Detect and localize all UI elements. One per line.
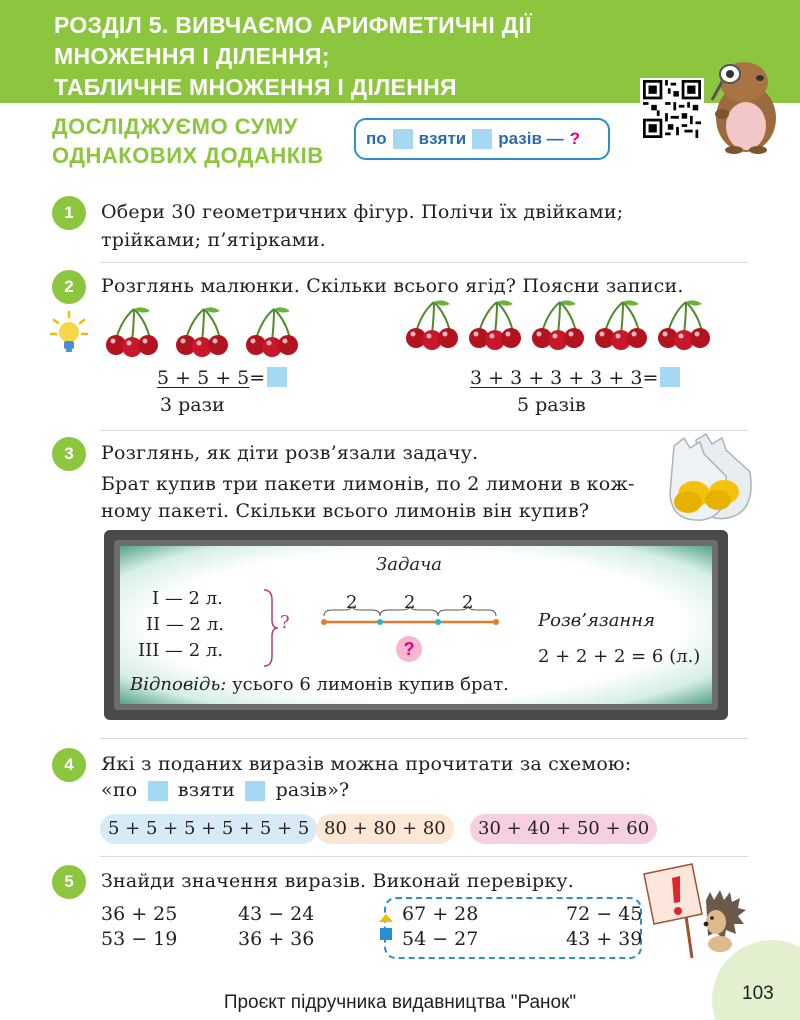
qr-code-icon[interactable] <box>640 78 704 140</box>
segment-label: 2 <box>346 592 358 613</box>
calc-expression: 36 + 36 <box>238 928 315 950</box>
expression-left <box>157 367 287 389</box>
scheme-vzyaty: взяти <box>177 779 236 801</box>
answer-square[interactable] <box>267 367 287 387</box>
blank-square <box>148 781 168 801</box>
cherries-icon <box>244 305 302 363</box>
page-number: 103 <box>742 983 774 1004</box>
cherries-icon <box>174 305 232 363</box>
answer-text: усього 6 лимонів купив брат. <box>232 674 509 695</box>
divider <box>100 430 748 431</box>
divider <box>100 856 748 857</box>
board-row: I — 2 л. <box>152 588 223 609</box>
hedgehog-icon <box>640 860 750 964</box>
task2-line: Розглянь малюнки. Скільки всього ягід? Поясни записи. <box>101 275 684 297</box>
capybara-mascot-icon <box>700 56 790 160</box>
cherries-icon <box>467 298 525 356</box>
task-number: 3 <box>52 437 86 471</box>
segment-label: 2 <box>462 592 474 613</box>
chalkboard <box>104 530 728 720</box>
task-number: 1 <box>52 196 86 230</box>
solution-expression: 2 + 2 + 2 = 6 (л.) <box>538 646 701 667</box>
chapter-title-line: МНОЖЕННЯ І ДІЛЕННЯ; <box>54 43 330 69</box>
formula-question-mark: ? <box>569 129 581 148</box>
lesson-subtitle <box>52 112 324 170</box>
calc-expression: 43 + 39 <box>566 928 643 950</box>
cherries-icon <box>530 298 588 356</box>
board-row: III — 2 л. <box>138 640 224 661</box>
cherries-icon <box>656 298 714 356</box>
brace-question-mark: ? <box>280 612 290 633</box>
expression-option[interactable]: 5 + 5 + 5 + 5 + 5 + 5 <box>100 814 317 844</box>
cherries-group-left <box>104 305 304 357</box>
subtitle-line: ДОСЛІДЖУЄМО СУМУ <box>52 114 298 139</box>
task1-line: трійками; п’ятірками. <box>101 229 326 251</box>
blank-square <box>393 129 413 149</box>
answer-label: Відповідь: <box>130 674 227 695</box>
task3-line: Брат купив три пакети лимонів, по 2 лимони в кож- <box>101 473 635 495</box>
task-number: 4 <box>52 748 86 782</box>
calc-expression: 72 − 45 <box>566 903 643 925</box>
expression-option[interactable]: 30 + 40 + 50 + 60 <box>470 814 657 844</box>
answer-square[interactable] <box>660 367 680 387</box>
formula-po: по <box>366 129 387 148</box>
publisher-footer: Проєкт підручника видавництва "Ранок" <box>223 992 577 1013</box>
task3-line: Розглянь, як діти розв’язали задачу. <box>101 442 479 464</box>
subtitle-line: ОДНАКОВИХ ДОДАНКІВ <box>52 143 324 168</box>
chapter-title <box>54 10 532 103</box>
chalkboard-surface <box>114 540 718 710</box>
calc-expression: 53 − 19 <box>101 928 178 950</box>
chapter-title-line: РОЗДІЛ 5. ВИВЧАЄМО АРИФМЕТИЧНІ ДІЇ <box>54 12 532 38</box>
board-title: Задача <box>376 554 443 575</box>
cherries-icon <box>404 298 462 356</box>
exclamation-sign-icon <box>644 864 702 958</box>
lightbulb-icon <box>50 310 88 360</box>
task1-line: Обери 30 геометричних фігур. Полічи їх двійками; <box>101 201 624 223</box>
caption-left: 3 рази <box>160 394 225 416</box>
expression-right <box>470 367 680 389</box>
task4-line: Які з поданих виразів можна прочитати за схемою: <box>101 753 632 775</box>
scheme-po: «по <box>101 779 138 801</box>
blank-square <box>245 781 265 801</box>
calc-expression: 67 + 28 <box>402 903 479 925</box>
formula-raziv: разів — <box>498 129 564 148</box>
board-row: II — 2 л. <box>146 614 224 635</box>
scheme-raziv: разів»? <box>275 779 350 801</box>
segment-label: 2 <box>404 592 416 613</box>
task5-line: Знайди значення виразів. Виконай перевірку. <box>101 870 575 892</box>
chapter-title-line: ТАБЛИЧНЕ МНОЖЕННЯ І ДІЛЕННЯ <box>54 74 457 100</box>
calc-expression: 36 + 25 <box>101 903 178 925</box>
answer-line <box>130 674 509 695</box>
equals-sign: = <box>642 367 659 389</box>
lemon-bag-icon <box>666 432 756 528</box>
task-number: 2 <box>52 270 86 304</box>
cherries-icon <box>104 305 162 363</box>
divider <box>100 738 748 739</box>
cherries-group-right <box>404 298 724 356</box>
sum-right: 3 + 3 + 3 + 3 + 3 <box>470 367 643 389</box>
level-marker-icon <box>378 914 394 946</box>
sum-left: 5 + 5 + 5 <box>157 367 250 389</box>
task3-line: ному пакеті. Скільки всього лимонів він купив? <box>101 500 590 522</box>
formula-vzyaty: взяти <box>418 129 467 148</box>
blank-square <box>472 129 492 149</box>
calc-expression: 54 − 27 <box>402 928 479 950</box>
cherries-icon <box>593 298 651 356</box>
task4-line <box>101 776 349 804</box>
segment-question-mark: ? <box>396 636 422 662</box>
task-number: 5 <box>52 865 86 899</box>
calc-expression: 43 − 24 <box>238 903 315 925</box>
segment-diagram <box>318 606 504 632</box>
solution-label: Розв’язання <box>538 610 656 631</box>
scheme-formula-box <box>354 118 610 160</box>
expression-option[interactable]: 80 + 80 + 80 <box>316 814 454 844</box>
caption-right: 5 разів <box>517 394 586 416</box>
equals-sign: = <box>249 367 266 389</box>
divider <box>100 262 748 263</box>
curly-brace-icon <box>262 588 282 668</box>
